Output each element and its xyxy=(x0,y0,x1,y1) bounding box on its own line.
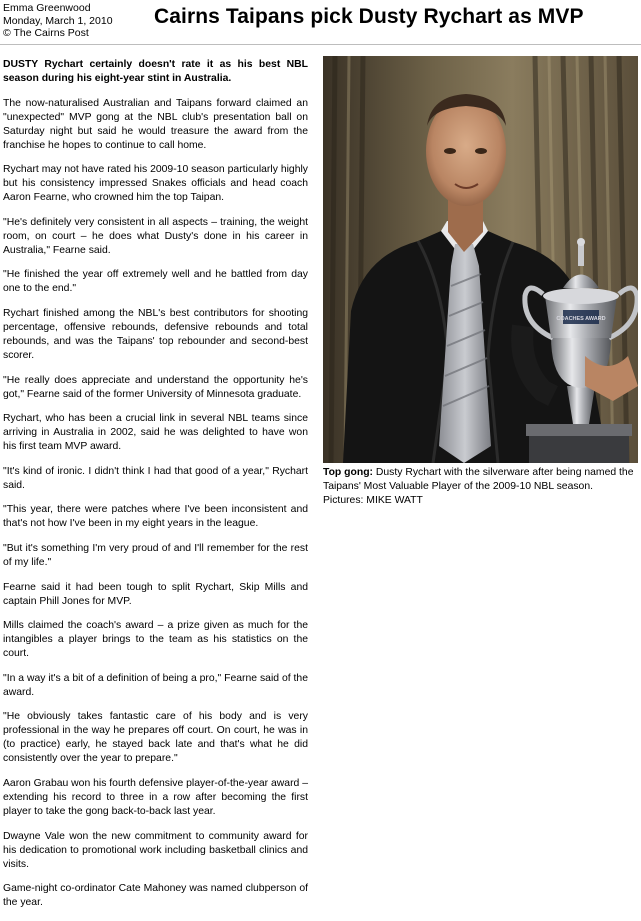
article-paragraph: "He obviously takes fantastic care of his body and is very professional in the way he prepares off court. On court, he was in (to practice) early, he stayed back late and that's what he did consistently over the year to prepare." xyxy=(3,711,308,765)
article-headline: Cairns Taipans pick Dusty Rychart as MVP xyxy=(154,5,584,28)
article-paragraph: "He finished the year off extremely well and he battled from day one to the end." xyxy=(3,269,308,295)
article-paragraph: "It's kind of ironic. I didn't think I had that good of a year," Rychart said. xyxy=(3,465,308,491)
publication-source: © The Cairns Post xyxy=(3,27,89,39)
article-paragraph: Fearne said it had been tough to split Rychart, Skip Mills and captain Phill Jones for MVP. xyxy=(3,581,308,607)
article-paragraph: Aaron Grabau won his fourth defensive player-of-the-year award – extending his record to three in a row after becoming the first player to take the gong back-to-back last year. xyxy=(3,777,308,817)
caption-label: Top gong: xyxy=(323,467,374,478)
article-paragraph: The now-naturalised Australian and Taipans forward claimed an "unexpected" MVP gong at the NBL club's presentation ball on Saturday night but said he would treasure the award from the franchise he hopes to continue to call home. xyxy=(3,97,308,151)
article-paragraph: Rychart finished among the NBL's best contributors for shooting percentage, offensive rebounds, defensive rebounds and total rebounds, and was the Taipans' top rebounder and second-best scorer. xyxy=(3,307,308,361)
byline xyxy=(3,2,113,40)
article-paragraph: "In a way it's a bit of a definition of being a pro," Fearne said of the award. xyxy=(3,672,308,698)
article-paragraph: "He's definitely very consistent in all aspects – training, the weight room, on court – he does what Dusty's done in his career in Australia," Fearne said. xyxy=(3,216,308,256)
article-paragraph: "He really does appreciate and understand the opportunity he's got," Fearne said of the former University of Minnesota graduate. xyxy=(3,374,308,400)
author-name: Emma Greenwood xyxy=(3,2,91,14)
article-paragraph: "This year, there were patches where I've been inconsistent and that's not how I've been in my eight years in the league. xyxy=(3,504,308,530)
header-divider xyxy=(0,44,641,45)
article-paragraph: Mills claimed the coach's award – a prize given as much for the intangibles a player brings to the team as his statistics on the court. xyxy=(3,620,308,660)
article-paragraph: Rychart may not have rated his 2009-10 season particularly highly but his consistency impressed Snakes officials and head coach Aaron Fearne, who crowned him the top Taipan. xyxy=(3,164,308,204)
trophy-inscription: COACHES AWARD xyxy=(556,316,606,322)
article-paragraph: Dwayne Vale won the new commitment to community award for his dedication to promotional work including basketball clinics and visits. xyxy=(3,830,308,870)
article-lead: DUSTY Rychart certainly doesn't rate it as his best NBL season during his eight-year stint in Australia. xyxy=(3,59,308,84)
mvp-photo xyxy=(323,56,638,463)
article-body xyxy=(3,58,308,921)
article-paragraph: "But it's something I'm very proud of and I'll remember for the rest of my life." xyxy=(3,542,308,568)
article-paragraph: Rychart, who has been a crucial link in several NBL teams since arriving in Australia in 2002, said he was delighted to have won his first team MVP award. xyxy=(3,413,308,453)
article-paragraph: Game-night co-ordinator Cate Mahoney was named clubperson of the year. xyxy=(3,883,308,909)
publish-date: Monday, March 1, 2010 xyxy=(3,14,113,27)
caption-text: Dusty Rychart with the silverware after being named the Taipans' Most Valuable Player of the 2009-10 NBL season. Pictures: MIKE WATT xyxy=(323,467,634,506)
photo-caption xyxy=(323,466,635,508)
